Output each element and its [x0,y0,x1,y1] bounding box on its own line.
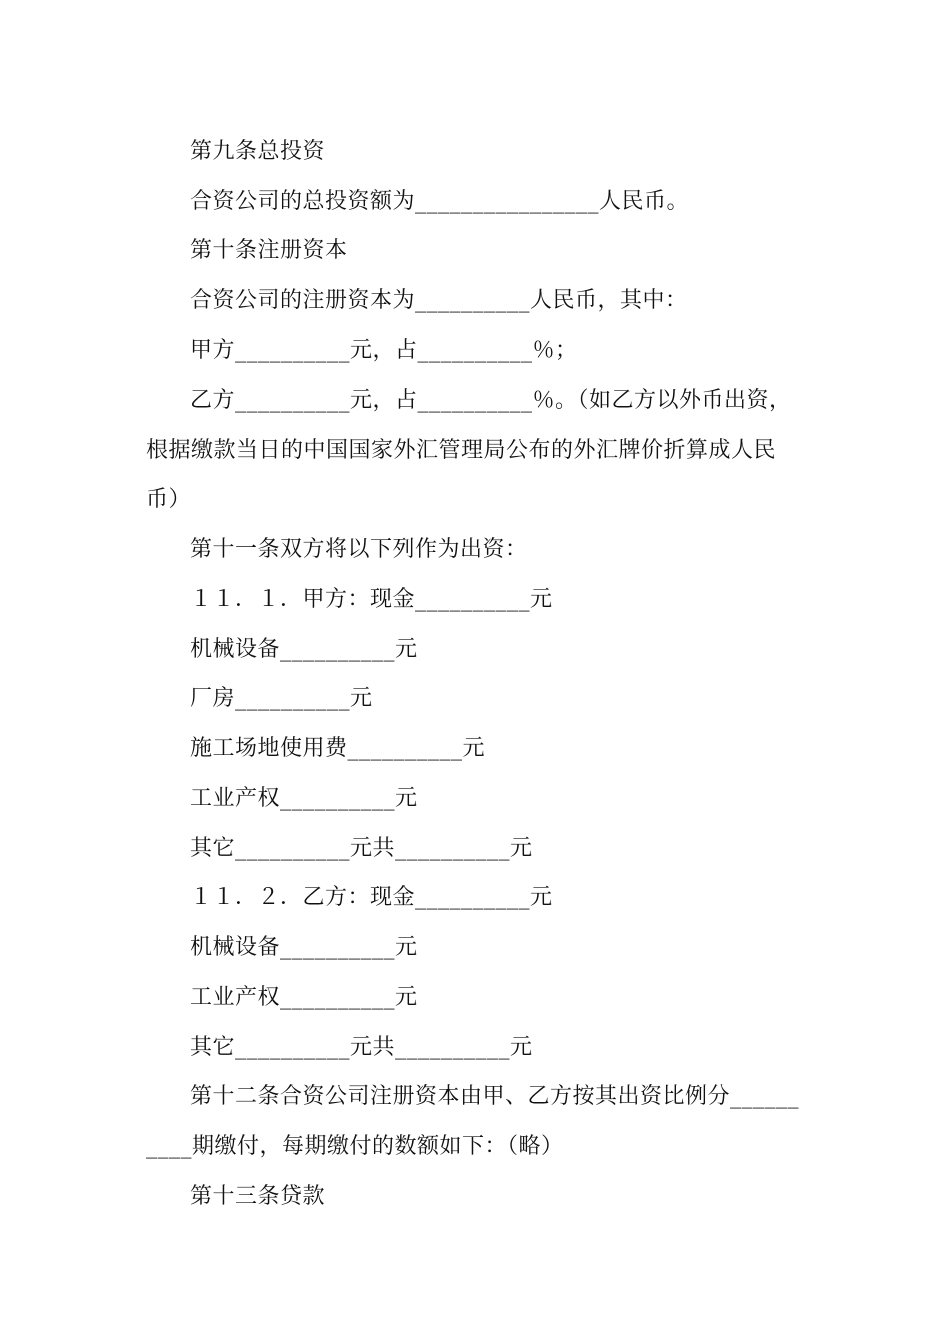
party-a-other-total-line: 其它__________元共__________元 [190,836,533,861]
article-9-heading: 第九条总投资 [190,139,326,164]
party-a-ip-line: 工业产权__________元 [190,786,418,811]
party-b-other-total-line: 其它__________元共__________元 [190,1035,533,1060]
registered-capital-line: 合资公司的注册资本为__________人民币，其中： [190,288,688,313]
total-investment-line: 合资公司的总投资额为________________人民币。 [190,189,690,214]
party-b-share-line: 乙方__________元，占__________％。（如乙方以外币出资， [190,388,792,413]
exchange-rate-line-end: 币） [146,487,192,512]
party-a-share-line: 甲方__________元，占__________％； [190,338,578,363]
party-a-cash-line: １１．１．甲方：现金__________元 [190,587,553,612]
party-a-plant-line: 厂房__________元 [190,686,373,711]
party-b-machinery-line: 机械设备__________元 [190,935,418,960]
party-b-cash-line: １１．２．乙方：现金__________元 [190,885,553,910]
party-a-site-fee-line: 施工场地使用费__________元 [190,736,486,761]
article-13-heading: 第十三条贷款 [190,1184,326,1209]
party-a-machinery-line: 机械设备__________元 [190,637,418,662]
party-b-ip-line: 工业产权__________元 [190,985,418,1010]
article-12-line: 第十二条合资公司注册资本由甲、乙方按其出资比例分______ [190,1084,800,1109]
article-11-heading: 第十一条双方将以下列作为出资： [190,537,528,562]
article-10-heading: 第十条注册资本 [190,238,348,263]
article-12-line-end: ____期缴付，每期缴付的数额如下：（略） [146,1134,564,1159]
exchange-rate-line: 根据缴款当日的中国国家外汇管理局公布的外汇牌价折算成人民 [146,438,777,463]
